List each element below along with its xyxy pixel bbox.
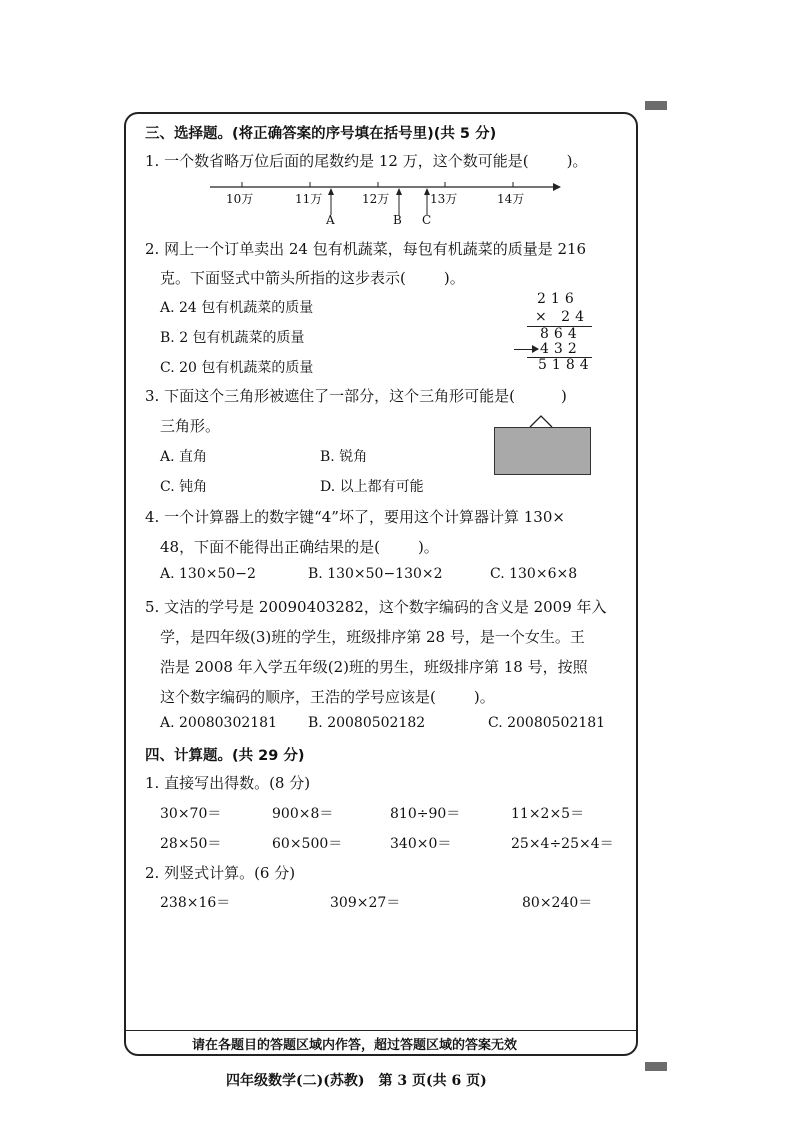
question-1: 1. 一个数省略万位后面的尾数约是 12 万，这个数可能是( )。 (145, 152, 588, 170)
calc-r1-c2: 900×8＝ (272, 806, 334, 822)
pointer-arrow-icon (532, 345, 539, 353)
tick-label-12: 12万 (362, 192, 390, 206)
q2-option-c: C. 20 包有机蔬菜的质量 (160, 360, 314, 376)
question-2-line2: 克。下面竖式中箭头所指的这步表示( )。 (160, 269, 465, 287)
question-5-line2: 学，是四年级(3)班的学生，班级排序第 28 号，是一个女生。王 (160, 628, 585, 646)
vertical-partial-2: 432 (540, 341, 582, 357)
q5-option-c: C. 20080502181 (488, 715, 606, 731)
subsection-2-title: 2. 列竖式计算。(6 分) (145, 864, 296, 882)
subsection-1-title: 1. 直接写出得数。(8 分) (145, 774, 311, 792)
question-4-line1: 4. 一个计算器上的数字键“4”坏了，要用这个计算器计算 130× (145, 508, 565, 526)
q2-option-a: A. 24 包有机蔬菜的质量 (160, 300, 314, 316)
notice-divider (124, 1030, 638, 1031)
q3-option-b: B. 锐角 (320, 449, 368, 465)
calc-r2-c3: 340×0＝ (390, 836, 452, 852)
arrow-label-b: B (393, 213, 402, 227)
arrow-b-head (396, 188, 402, 195)
tick-label-13: 13万 (430, 192, 458, 206)
question-5-line4: 这个数字编码的顺序，王浩的学号应该是( )。 (160, 688, 495, 706)
calc-r2-c2: 60×500＝ (272, 836, 343, 852)
question-2-line1: 2. 网上一个订单卖出 24 包有机蔬菜，每包有机蔬菜的质量是 216 (145, 240, 587, 258)
q3-option-c: C. 钝角 (160, 479, 208, 495)
q3-option-a: A. 直角 (160, 449, 208, 465)
arrow-a-head (328, 188, 334, 195)
q4-option-c: C. 130×6×8 (490, 566, 578, 582)
calc-r1-c4: 11×2×5＝ (511, 806, 585, 822)
page-footer: 四年级数学(二)(苏教) 第 3 页(共 6 页) (226, 1073, 487, 1089)
vertical-partial-1: 864 (540, 326, 582, 342)
q4-option-b: B. 130×50−130×2 (308, 566, 443, 582)
question-3-line1: 3. 下面这个三角形被遮住了一部分，这个三角形可能是( ) (145, 387, 567, 405)
calc-r2-c4: 25×4÷25×4＝ (511, 836, 614, 852)
covering-rectangle (494, 427, 591, 475)
q5-option-b: B. 20080502182 (308, 715, 426, 731)
section-title-4: 四、计算题。(共 29 分) (145, 748, 305, 764)
calc-r1-c3: 810÷90＝ (390, 806, 461, 822)
scan-marker-top (645, 101, 667, 110)
question-3-line2: 三角形。 (160, 417, 221, 435)
calc-r2-c1: 28×50＝ (160, 836, 222, 852)
triangle-tip (528, 414, 554, 428)
question-4-line2: 48，下面不能得出正确结果的是( )。 (160, 538, 439, 556)
tick-label-14: 14万 (497, 192, 525, 206)
vertical-multiplicand: 216 (537, 291, 579, 307)
arrow-label-a: A (326, 213, 335, 227)
question-5-line1: 5. 文洁的学号是 20090403282，这个数字编码的含义是 2009 年入 (145, 598, 607, 616)
vertical-multiplier: × 24 (535, 309, 589, 325)
arrow-label-c: C (422, 213, 432, 227)
q2-option-b: B. 2 包有机蔬菜的质量 (160, 330, 305, 346)
section-title-3: 三、选择题。(将正确答案的序号填在括号里)(共 5 分) (145, 126, 497, 142)
answer-area-notice: 请在各题目的答题区域内作答，超过答题区域的答案无效 (192, 1038, 518, 1053)
vertical-product: 5184 (538, 357, 594, 373)
calc-r3-c3: 80×240＝ (522, 895, 593, 911)
calc-r3-c2: 309×27＝ (330, 895, 401, 911)
calc-r1-c1: 30×70＝ (160, 806, 222, 822)
q3-option-d: D. 以上都有可能 (320, 479, 424, 495)
q5-option-a: A. 20080302181 (160, 715, 277, 731)
scan-marker-bottom (645, 1062, 667, 1071)
question-5-line3: 浩是 2008 年入学五年级(2)班的男生，班级排序第 18 号，按照 (160, 658, 588, 676)
tick-label-10: 10万 (226, 192, 254, 206)
q4-option-a: A. 130×50−2 (160, 566, 256, 582)
tick-label-11: 11万 (295, 192, 323, 206)
number-line-arrowhead (553, 183, 561, 191)
calc-r3-c1: 238×16＝ (160, 895, 231, 911)
